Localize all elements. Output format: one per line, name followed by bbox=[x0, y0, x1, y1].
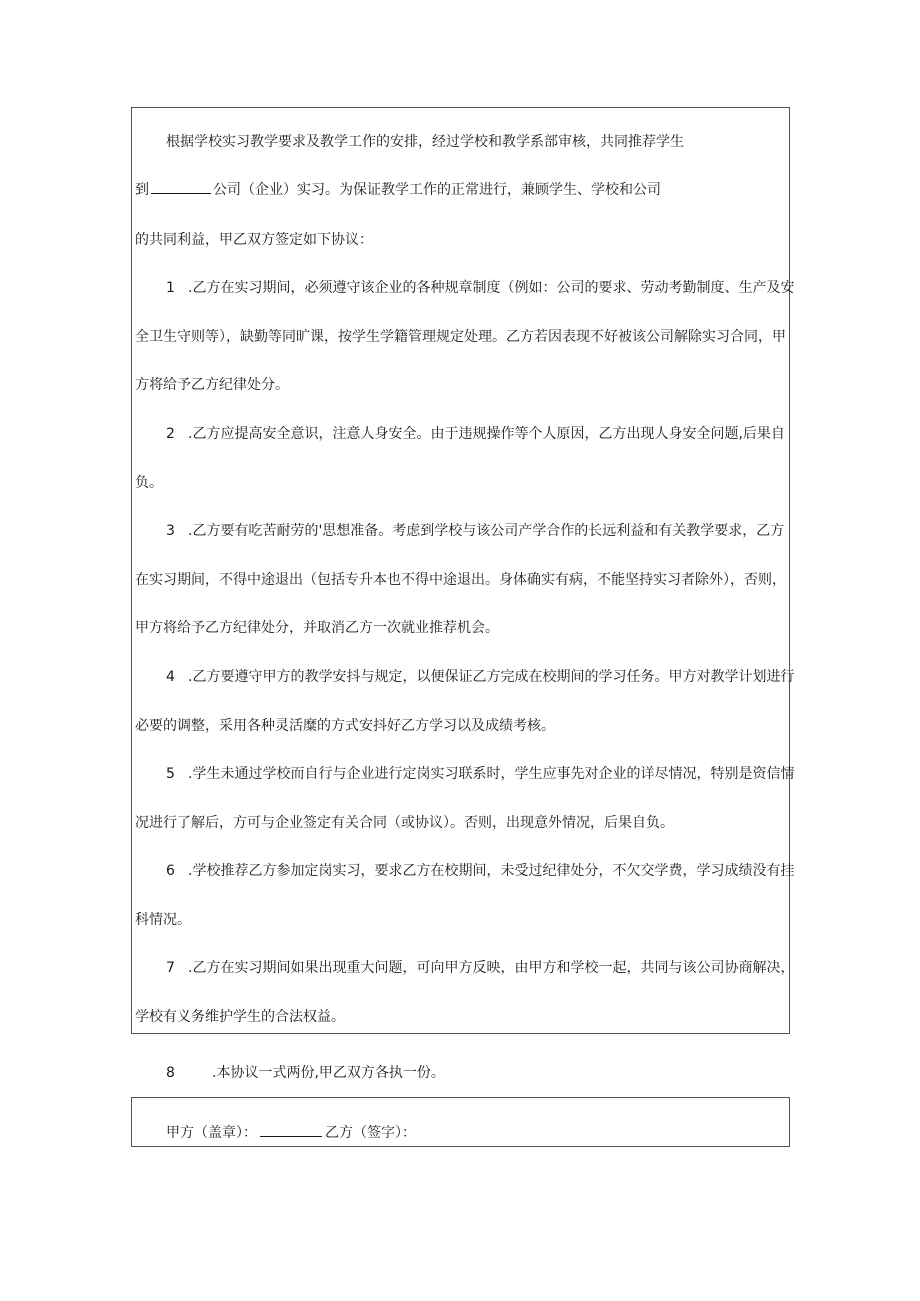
clause-5-line-1: .学生未通过学校而自行与企业进行定岗实习联系时，学生应事先对企业的详尽情况，特别是资信情 bbox=[188, 766, 795, 782]
clause-1-number: 1 bbox=[166, 280, 175, 296]
clause-1-line-3: 方将给予乙方纪律处分。 bbox=[135, 377, 289, 393]
clause-5-number: 5 bbox=[166, 766, 175, 782]
clause-2-number: 2 bbox=[166, 426, 175, 442]
clause-6-number: 6 bbox=[166, 863, 175, 879]
clause-3-line-2: 在实习期间，不得中途退出（包括专升本也不得中途退出。身体确实有病，不能坚持实习者除外），否则， bbox=[135, 572, 786, 588]
intro-line-1: 根据学校实习教学要求及教学工作的安排，经过学校和教学系部审核，共同推荐学生 bbox=[166, 134, 684, 150]
signature-line bbox=[166, 1123, 416, 1143]
clause-4-line-2: 必要的调整，采用各种灵活糜的方式安抖好乙方学习以及成绩考核。 bbox=[135, 718, 555, 734]
clause-8-line-1: .本协议一式两份,甲乙双方各执一份。 bbox=[212, 1065, 445, 1081]
intro-line-3: 的共同利益，甲乙双方签定如下协议： bbox=[135, 232, 373, 248]
intro-line-2 bbox=[135, 180, 661, 200]
clause-6-line-1: .学校推荐乙方参加定岗实习，要求乙方在校期间，未受过纪律处分，不欠交学费，学习成绩没有挂 bbox=[188, 863, 795, 879]
clause-7-line-2: 学校有义务维护学生的合法权益。 bbox=[135, 1009, 345, 1025]
party-b-label: 乙方（签字）： bbox=[325, 1125, 416, 1141]
clause-7-line-1: .乙方在实习期间如果出现重大问题，可向甲方反映，由甲方和学校一起，共同与该公司协商解决， bbox=[188, 960, 795, 976]
clause-7-number: 7 bbox=[166, 960, 175, 976]
clause-4-line-1: .乙方要遵守甲方的教学安抖与规定，以便保证乙方完成在校期间的学习任务。甲方对教学计划进行 bbox=[188, 669, 795, 685]
clause-3-line-3: 甲方将给予乙方纪律处分，并取消乙方一次就业推荐机会。 bbox=[135, 620, 499, 636]
clause-3-line-1: .乙方要有吃苦耐劳的'思想准备。考虑到学校与该公司产学合作的长远利益和有关教学要求，乙方 bbox=[188, 523, 785, 539]
intro-line-2-suffix: 公司（企业）实习。为保证教学工作的正常进行，兼顾学生、学校和公司 bbox=[213, 182, 661, 198]
clause-8-number: 8 bbox=[166, 1065, 175, 1081]
clause-6-line-2: 科情况。 bbox=[135, 912, 191, 928]
clause-2-line-1: .乙方应提高安全意识，注意人身安全。由于违规操作等个人原因，乙方出现人身安全问题,后果自 bbox=[188, 426, 785, 442]
clause-3-number: 3 bbox=[166, 523, 175, 539]
party-a-label: 甲方（盖章）： bbox=[166, 1125, 257, 1141]
company-name-blank bbox=[151, 180, 211, 194]
party-a-blank bbox=[260, 1123, 322, 1137]
clause-4-number: 4 bbox=[166, 669, 175, 685]
clause-2-line-2: 负。 bbox=[135, 475, 163, 491]
clause-1-line-2: 全卫生守则等），缺勤等同旷课，按学生学籍管理规定处理。乙方若因表现不好被该公司解除实习合同，甲 bbox=[135, 329, 786, 345]
clause-1-line-1: .乙方在实习期间，必须遵守该企业的各种规章制度（例如：公司的要求、劳动考勤制度、生产及安 bbox=[188, 280, 795, 296]
intro-line-2-prefix: 到 bbox=[135, 182, 149, 198]
clause-5-line-2: 况进行了解后，方可与企业签定有关合同（或协议）。否则，出现意外情况，后果自负。 bbox=[135, 815, 674, 831]
